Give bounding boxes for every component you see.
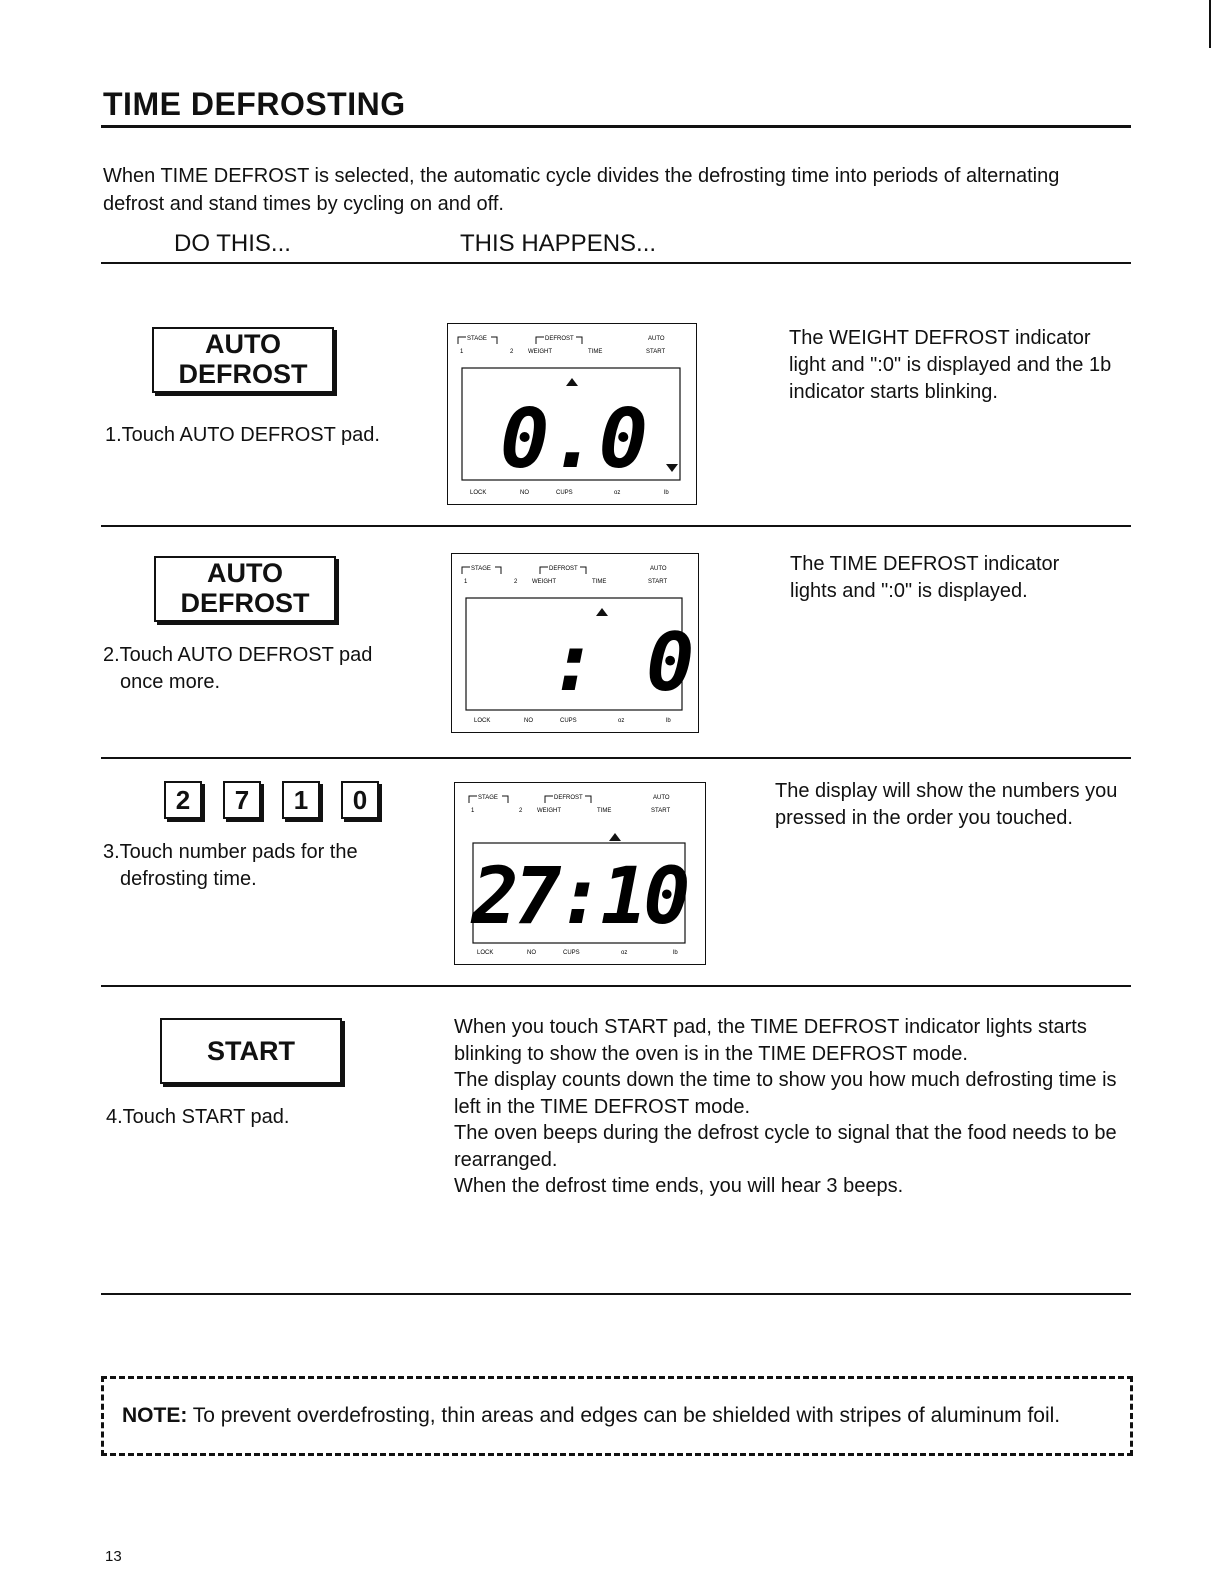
step-4-desc-1: When you touch START pad, the TIME DEFROST indicator lights starts blinking to show the oven is in the TIME DEFROST mode.: [454, 1016, 1087, 1065]
lcd-label-2: 2: [514, 579, 518, 585]
page-title: TIME DEFROSTING: [103, 86, 406, 122]
lcd-label-lock: LOCK: [470, 490, 487, 496]
step-divider-2: [101, 757, 1131, 759]
pad-line2: DEFROST: [180, 588, 310, 618]
lcd-label-stage: STAGE: [467, 336, 487, 342]
bottom-rule: [101, 1293, 1131, 1295]
lcd-label-time: TIME: [597, 808, 612, 814]
intro-paragraph: When TIME DEFROST is selected, the automatic cycle divides the defrosting time into periods of alternating defrost and stand times by cycling on and off.: [103, 165, 1060, 215]
step-3-instruction: [103, 839, 358, 893]
number-pad-2: 2: [164, 781, 202, 819]
step-2-instruction: [103, 642, 372, 696]
step-3-line2: defrosting time.: [120, 868, 257, 890]
step-4-desc-4: When the defrost time ends, you will hear 3 beeps.: [454, 1175, 904, 1197]
lcd-label-2: 2: [510, 349, 514, 355]
lcd-label-no: NO: [520, 490, 529, 496]
step-4-description: [454, 1014, 1129, 1200]
lcd-label-cups: CUPS: [556, 490, 573, 496]
weight-indicator-arrow: [566, 378, 578, 386]
lcd-label-lb: lb: [664, 490, 669, 496]
number-pad-1: 1: [282, 781, 320, 819]
note-label: NOTE:: [122, 1404, 188, 1427]
lcd-label-weight: WEIGHT: [532, 579, 556, 585]
page-number: 13: [105, 1548, 122, 1565]
note-box: [101, 1376, 1133, 1456]
lcd-label-cups: CUPS: [563, 950, 580, 956]
time-indicator-arrow: [596, 608, 608, 616]
number-pad-7: 7: [223, 781, 261, 819]
lcd-label-oz: oz: [614, 490, 621, 496]
lcd-label-cups: CUPS: [560, 718, 577, 724]
start-pad: START: [160, 1018, 342, 1084]
lcd-label-weight: WEIGHT: [537, 808, 561, 814]
pad-line2: DEFROST: [178, 359, 308, 389]
lb-indicator-arrow: [666, 464, 678, 472]
lcd-label-auto: AUTO: [648, 336, 665, 342]
column-head-this-happens: THIS HAPPENS...: [460, 230, 657, 257]
step-2-description: The TIME DEFROST indicator lights and ":0" is displayed.: [790, 553, 1060, 602]
step-1-description: The WEIGHT DEFROST indicator light and ":0" is displayed and the 1b indicator starts blinking.: [789, 327, 1112, 403]
lcd-label-weight: WEIGHT: [528, 349, 552, 355]
lcd-label-time: TIME: [588, 349, 603, 355]
step-4-desc-3: The oven beeps during the defrost cycle to signal that the food needs to be rearranged.: [454, 1122, 1117, 1171]
step-2-line1: 2.Touch AUTO DEFROST pad: [103, 644, 373, 666]
pad-line1: AUTO: [206, 558, 283, 588]
lcd-label-no: NO: [527, 950, 536, 956]
lcd-label-auto: AUTO: [653, 795, 670, 801]
lcd-label-defrost: DEFROST: [549, 566, 578, 572]
lcd-label-start: START: [646, 349, 666, 355]
scan-edge-mark: [1209, 0, 1211, 48]
auto-defrost-pad-1: [152, 327, 334, 393]
lcd-label-2: 2: [519, 808, 523, 814]
lcd-label-start: START: [648, 579, 668, 585]
lcd-label-defrost: DEFROST: [554, 795, 583, 801]
lcd-label-time: TIME: [592, 579, 607, 585]
lcd-label-auto: AUTO: [650, 566, 667, 572]
column-head-do-this: DO THIS...: [174, 230, 291, 257]
lcd-label-1: 1: [460, 349, 464, 355]
auto-defrost-pad-2: [154, 556, 336, 622]
note-text: To prevent overdefrosting, thin areas and edges can be shielded with stripes of aluminum foil.: [192, 1404, 1061, 1427]
title-rule: [101, 125, 1131, 128]
number-pad-0: 0: [341, 781, 379, 819]
lcd-label-lb: lb: [666, 718, 671, 724]
lcd-label-stage: STAGE: [471, 566, 491, 572]
lcd-label-lock: LOCK: [477, 950, 494, 956]
lcd-label-start: START: [651, 808, 671, 814]
lcd-readout: : 0: [549, 616, 695, 709]
lcd-label-oz: oz: [618, 718, 625, 724]
lcd-display-3: [454, 782, 706, 965]
step-3-description: The display will show the numbers you pressed in the order you touched.: [775, 780, 1118, 829]
lcd-label-defrost: DEFROST: [545, 336, 574, 342]
step-1-instruction: 1.Touch AUTO DEFROST pad.: [105, 424, 380, 446]
column-head-rule: [101, 262, 1131, 264]
lcd-readout: 0.0: [499, 392, 649, 487]
step-2-line2: once more.: [120, 671, 221, 693]
lcd-label-lock: LOCK: [474, 718, 491, 724]
lcd-label-oz: oz: [621, 950, 628, 956]
lcd-label-lb: lb: [673, 950, 678, 956]
step-4-desc-2: The display counts down the time to show you how much defrosting time is left in the TIME DEFROST mode.: [454, 1069, 1117, 1118]
lcd-label-stage: STAGE: [478, 795, 498, 801]
lcd-label-1: 1: [464, 579, 468, 585]
lcd-display-1: [447, 323, 697, 505]
step-divider-3: [101, 985, 1131, 987]
lcd-display-2: [451, 553, 699, 733]
lcd-label-1: 1: [471, 808, 475, 814]
time-indicator-arrow: [609, 833, 621, 841]
step-3-line1: 3.Touch number pads for the: [103, 841, 358, 863]
lcd-label-no: NO: [524, 718, 533, 724]
pad-line1: AUTO: [204, 329, 281, 359]
step-divider-1: [101, 525, 1131, 527]
lcd-readout: 27:10: [471, 852, 687, 942]
step-4-instruction: 4.Touch START pad.: [106, 1106, 290, 1128]
